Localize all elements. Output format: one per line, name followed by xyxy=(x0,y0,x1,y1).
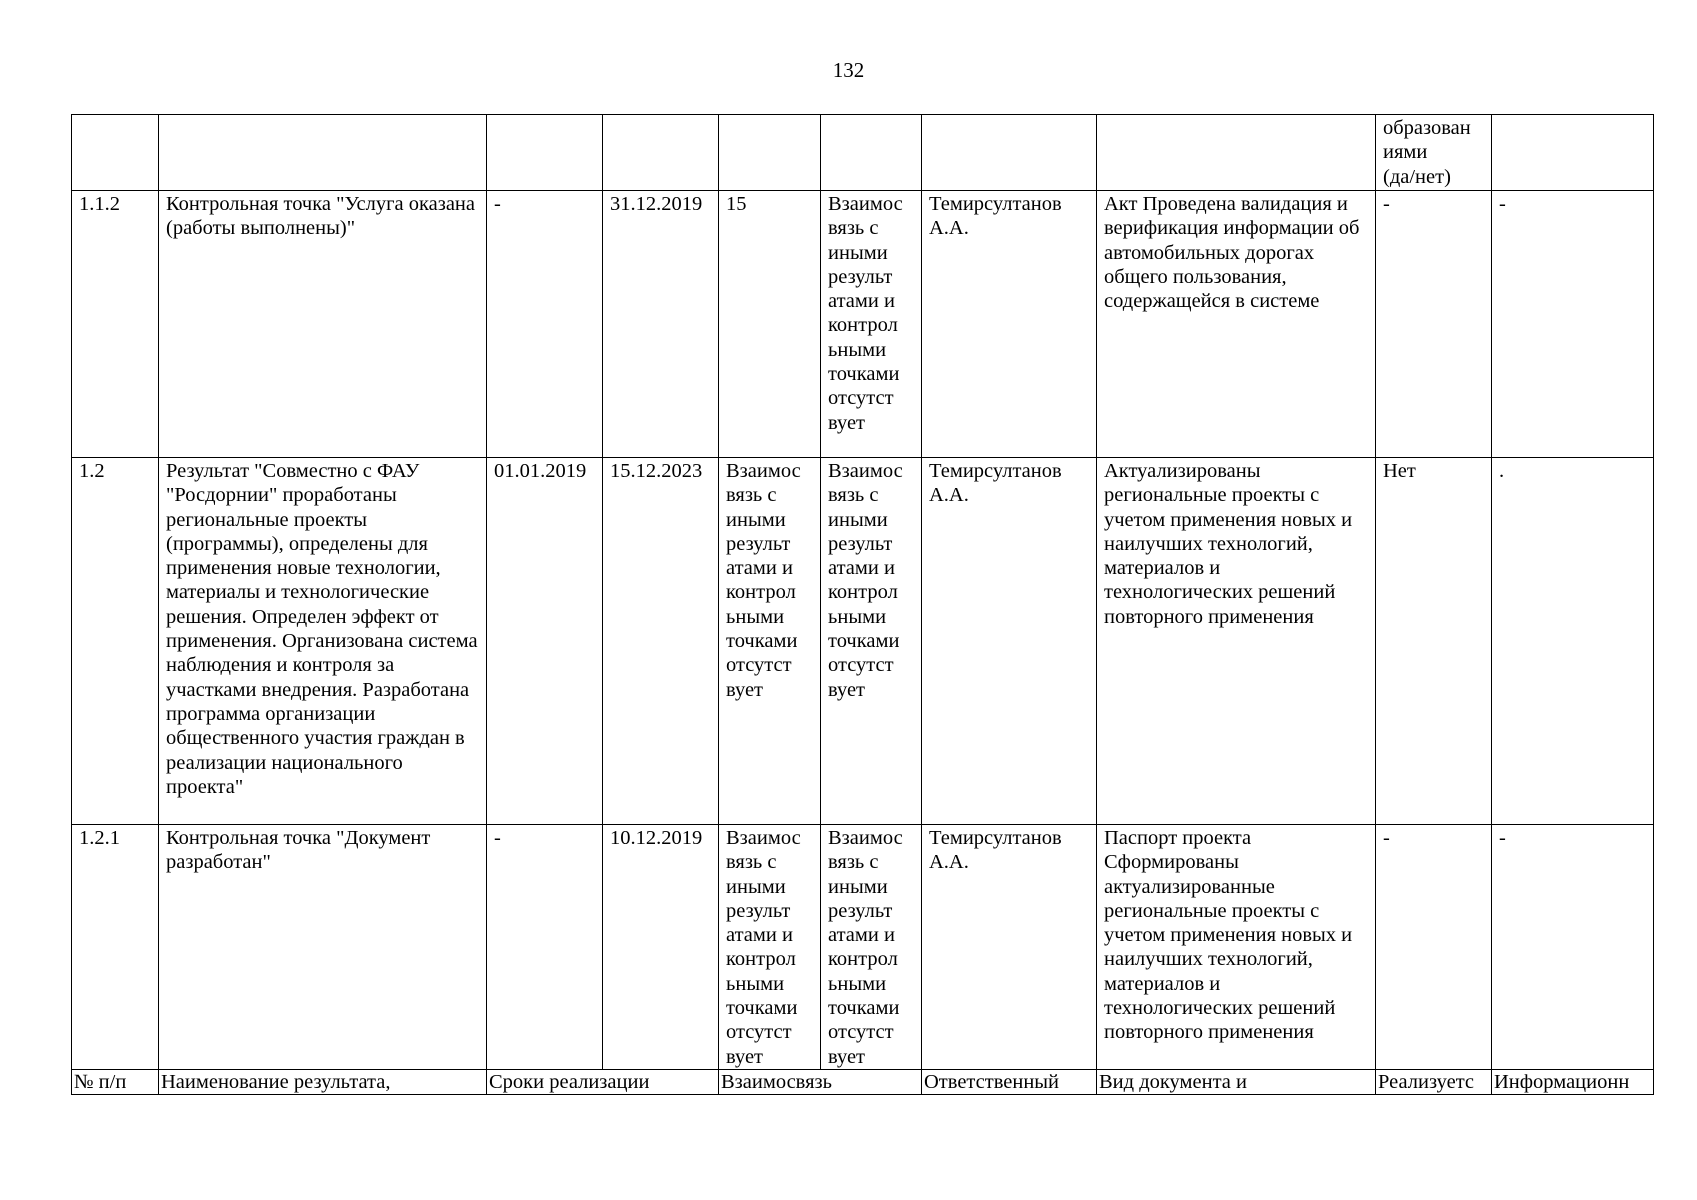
header-terms: Сроки реализации xyxy=(487,1069,719,1094)
successor: Взаимос вязь с иными результ атами и контрол ьными точками отсутст вует xyxy=(821,191,922,458)
table-row-continuation xyxy=(72,115,1654,191)
header-link: Взаимосвязь xyxy=(719,1069,922,1094)
document-type: Паспорт проекта Сформированы актуализированные региональные проекты с учетом применения новых и наилучших технологий, материалов и технологических решений повторного применения xyxy=(1097,825,1376,1070)
successor: Взаимос вязь с иными результ атами и контрол ьными точками отсутст вует xyxy=(821,825,922,1070)
header-info: Информационн xyxy=(1492,1069,1654,1094)
table-row xyxy=(72,825,1654,1070)
header-number: № п/п xyxy=(72,1069,159,1094)
start-date: 01.01.2019 xyxy=(487,458,603,825)
row-number: 1.2 xyxy=(72,458,159,825)
predecessor: 15 xyxy=(719,191,821,458)
end-date: 31.12.2019 xyxy=(603,191,719,458)
responsible: Темирсултанов А.А. xyxy=(922,191,1097,458)
info-system: . xyxy=(1492,458,1654,825)
header-document: Вид документа и xyxy=(1097,1069,1376,1094)
realized: - xyxy=(1376,191,1492,458)
start-date: - xyxy=(487,825,603,1070)
successor: Взаимос вязь с иными результ атами и контрол ьными точками отсутст вует xyxy=(821,458,922,825)
info-system: - xyxy=(1492,825,1654,1070)
info-system: - xyxy=(1492,191,1654,458)
row-number: 1.1.2 xyxy=(72,191,159,458)
page-number: 132 xyxy=(832,58,865,82)
header-name: Наименование результата, xyxy=(159,1069,487,1094)
end-date: 10.12.2019 xyxy=(603,825,719,1070)
header-realized: Реализуетс xyxy=(1376,1069,1492,1094)
result-name: Результат "Совместно с ФАУ "Росдорнии" проработаны региональные проекты (программы), определены для применения новые технологии, материалы и технологические решения. Определен эффект от применения. Организована система наблюдения и контроля за участками внедрения. Разработана программа организации общественного участия граждан в реализации национального проекта" xyxy=(159,458,487,825)
predecessor: Взаимос вязь с иными результ атами и контрол ьными точками отсутст вует xyxy=(719,458,821,825)
realized: - xyxy=(1376,825,1492,1070)
realized: Нет xyxy=(1376,458,1492,825)
result-name: Контрольная точка "Документ разработан" xyxy=(159,825,487,1070)
table-header-row xyxy=(72,1069,1654,1094)
header-responsible: Ответственный xyxy=(922,1069,1097,1094)
responsible: Темирсултанов А.А. xyxy=(922,458,1097,825)
document-type: Акт Проведена валидация и верификация информации об автомобильных дорогах общего пользования, содержащейся в системе xyxy=(1097,191,1376,458)
table-row xyxy=(72,191,1654,458)
document-type: Актуализированы региональные проекты с учетом применения новых и наилучших технологий, материалов и технологических решений повторного применения xyxy=(1097,458,1376,825)
table-row xyxy=(72,458,1654,825)
results-table xyxy=(71,114,1654,1095)
result-name: Контрольная точка "Услуга оказана (работы выполнены)" xyxy=(159,191,487,458)
realized-header-tail: образован иями (да/нет) xyxy=(1376,115,1492,191)
end-date: 15.12.2023 xyxy=(603,458,719,825)
start-date: - xyxy=(487,191,603,458)
responsible: Темирсултанов А.А. xyxy=(922,825,1097,1070)
predecessor: Взаимос вязь с иными результ атами и контрол ьными точками отсутст вует xyxy=(719,825,821,1070)
row-number: 1.2.1 xyxy=(72,825,159,1070)
